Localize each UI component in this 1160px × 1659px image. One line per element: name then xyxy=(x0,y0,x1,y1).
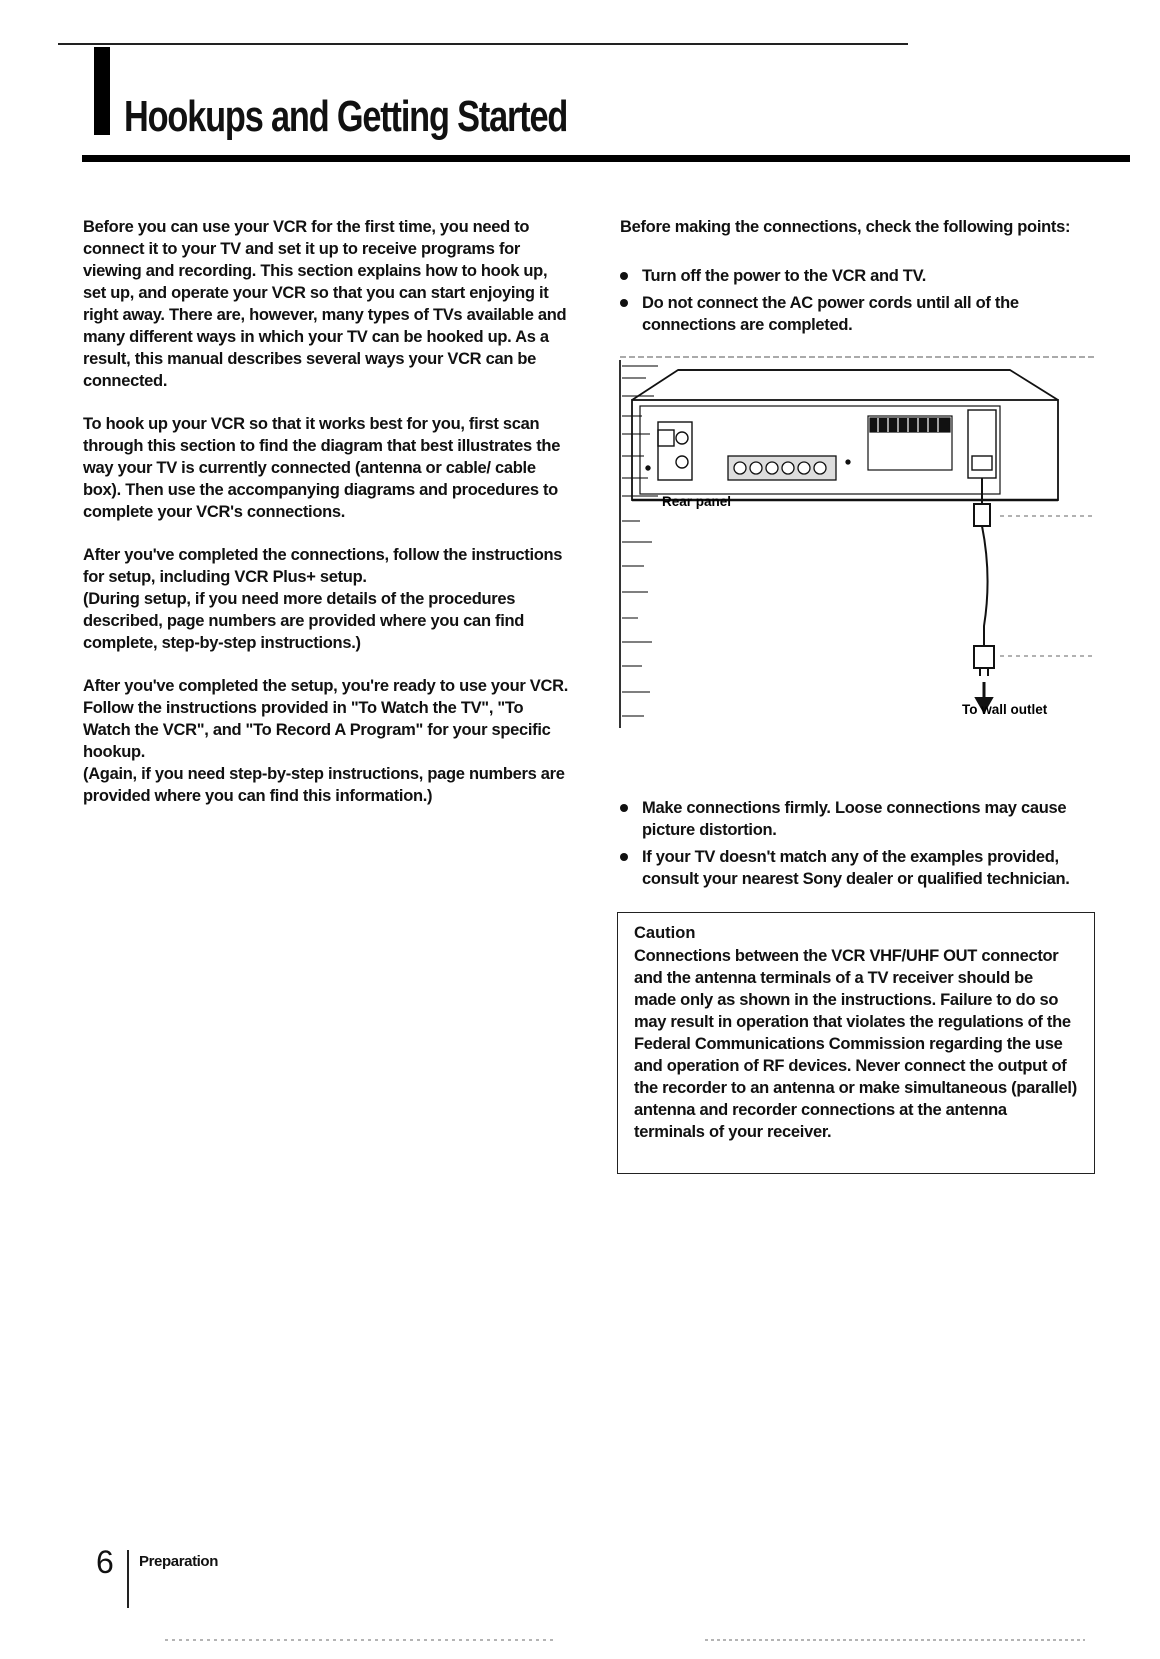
checklist-bottom xyxy=(620,797,1090,895)
checklist-top xyxy=(620,265,1090,336)
vcr-body xyxy=(632,370,1058,500)
av-jacks xyxy=(728,456,850,480)
paragraph-ready-main: After you've completed the setup, you're ready to use your VCR. Follow the instructions provided in "To Watch the TV", "To Watch the VCR", and "To Record A Program" for your specific hookup. xyxy=(83,677,568,761)
paragraph-setup-main: After you've completed the connections, follow the instructions for setup, including VCR Plus+ setup. xyxy=(83,546,563,586)
rear-panel-label: Rear panel xyxy=(662,494,732,509)
wall-texture xyxy=(620,360,658,728)
footer-dotted-rule xyxy=(165,1637,1085,1643)
power-cord xyxy=(974,504,994,712)
paragraph-ready-note: (Again, if you need step-by-step instructions, page numbers are provided where you can find this information.) xyxy=(83,765,565,805)
page-number: 6 xyxy=(96,1544,114,1580)
left-column xyxy=(83,216,568,828)
list-item: Make connections firmly. Loose connections may cause picture distortion. xyxy=(620,797,1090,841)
wall-outlet-label: To wall outlet xyxy=(962,702,1048,717)
list-item: Turn off the power to the VCR and TV. xyxy=(620,265,1090,287)
list-item: Do not connect the AC power cords until all of the connections are completed. xyxy=(620,292,1090,336)
paragraph-setup-note: (During setup, if you need more details of the procedures described, page numbers are provided where you can find complete, step-by-step instructions.) xyxy=(83,590,525,652)
footer-divider xyxy=(127,1550,129,1608)
section-label: Preparation xyxy=(139,1553,218,1570)
checklist-intro: Before making the connections, check the following points: xyxy=(620,218,1071,236)
ac-inlet xyxy=(968,410,996,506)
heading-rule xyxy=(82,155,1130,162)
vent-grille xyxy=(868,416,952,470)
paragraph-hookup: To hook up your VCR so that it works best for you, first scan through this section to find the diagram that best illustrates the way your TV is currently connected (antenna or cable/ cable box). Then use the accompanying diagrams and procedures to complete your VCR's connections. xyxy=(83,415,561,521)
caution-text: Connections between the VCR VHF/UHF OUT connector and the antenna terminals of a TV receiver should be made only as shown in the instructions. Failure to do so may result in operation that violates the regulations of the Federal Communications Commission regarding the use and operation of RF devices. Never connect the output of the recorder to an antenna or make simultaneous (parallel) antenna and recorder connections at the antenna terminals of your receiver. xyxy=(634,947,1077,1141)
paragraph-setup xyxy=(83,544,568,654)
vcr-diagram-illustration xyxy=(618,356,1098,771)
paragraph-intro: Before you can use your VCR for the first time, you need to connect it to your TV and set it up to receive programs for viewing and recording. This section explains how to hook up, set up, and operate your VCR so that you can start enjoying it right away. There are, however, many types of TVs available and many different ways in which your TV can be hooked up. As a result, this manual describes several ways your VCR can be connected. xyxy=(83,218,567,390)
list-item: If your TV doesn't match any of the examples provided, consult your nearest Sony dealer or qualified technician. xyxy=(620,846,1090,890)
vcr-rear-panel-diagram xyxy=(618,356,1098,771)
paragraph-ready xyxy=(83,675,568,807)
top-rule-tick xyxy=(867,43,885,45)
caution-heading: Caution xyxy=(634,924,696,942)
caution-box xyxy=(617,912,1095,1174)
right-column xyxy=(620,216,1090,341)
page-title: Hookups and Getting Started xyxy=(124,92,568,141)
top-rule xyxy=(58,43,908,45)
antenna-jacks xyxy=(646,422,692,480)
title-marker-block xyxy=(94,47,110,135)
